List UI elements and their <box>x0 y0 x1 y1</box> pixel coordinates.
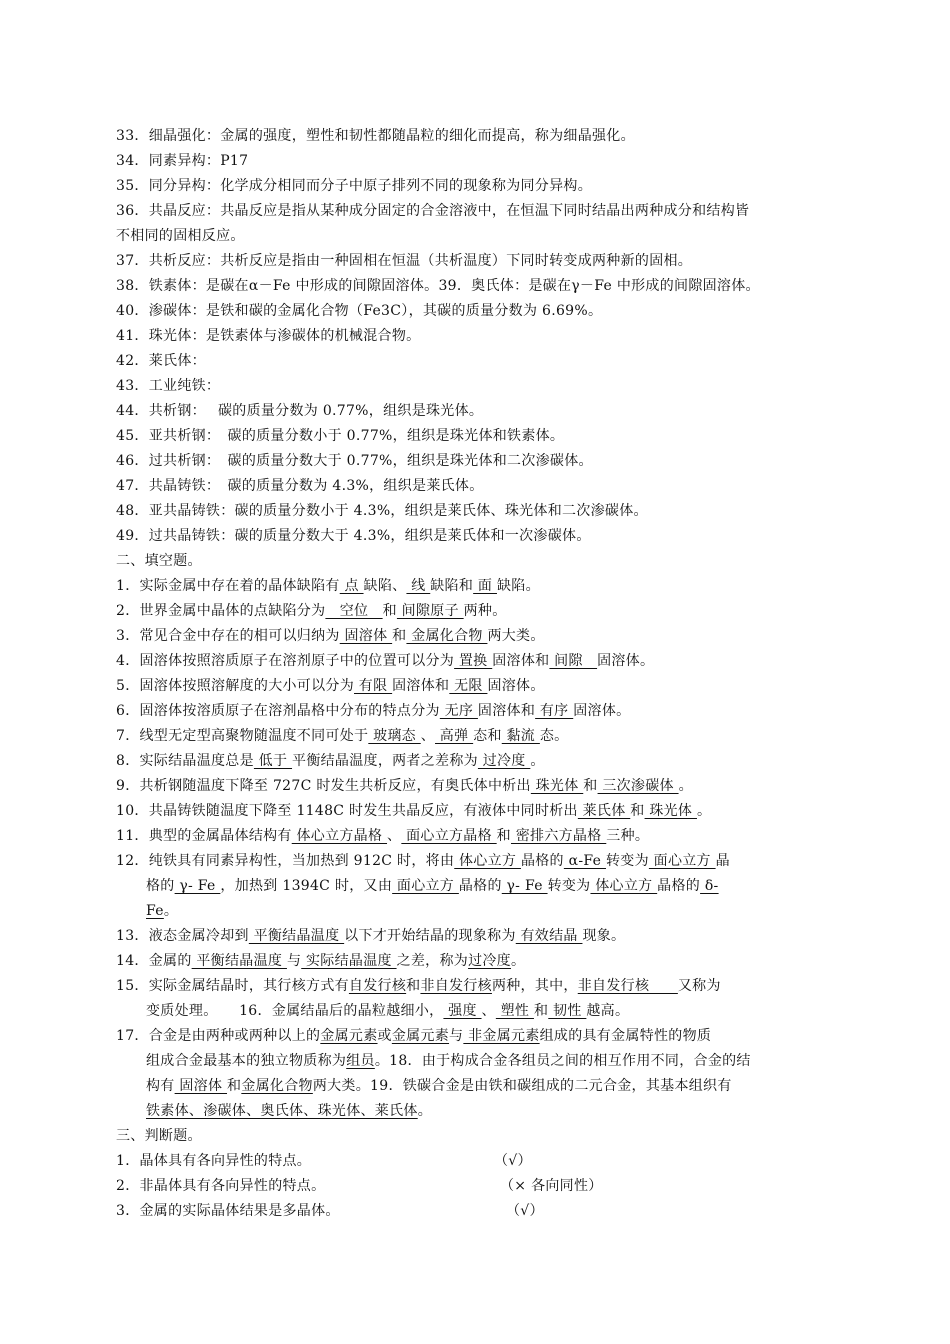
definition-42: 42．莱氏体： <box>116 353 206 369</box>
definition-37: 37．共析反应：共析反应是指由一种固相在恒温（共析温度）下同时转变成两种新的固相。 <box>116 253 693 269</box>
question-text: 2．世界金属中晶体的点缺陷分为 <box>116 603 326 619</box>
filled-blank-answer: 有序 <box>535 703 574 719</box>
filled-blank-answer: 间隙 <box>549 653 598 669</box>
question-text: 越高。 <box>586 1003 630 1019</box>
definition-46: 46．过共析钢： 碳的质量分数大于 0.77%，组织是珠光体和二次渗碳体。 <box>116 453 593 469</box>
filled-blank-answer: 金属元素 <box>320 1028 378 1044</box>
question-text: 或 <box>377 1028 392 1044</box>
fill-question-15 <box>116 977 838 995</box>
question-text: 晶格的 <box>520 853 564 869</box>
fill-question <box>116 827 838 845</box>
question-text: 缺陷。 <box>496 578 540 594</box>
question-text: 。 <box>417 1103 433 1119</box>
definition-45: 45．亚共析钢： 碳的质量分数小于 0.77%，组织是珠光体和铁素体。 <box>116 428 565 444</box>
filled-blank-answer: 有限 <box>354 678 393 694</box>
fill-question-12 <box>116 852 838 870</box>
fill-question-12-cont <box>146 877 838 895</box>
filled-blank-answer: 固溶体 <box>339 628 393 644</box>
filled-blank-answer: 体心立方 <box>454 853 521 869</box>
fill-question-13 <box>116 927 838 945</box>
question-text: 12．纯铁具有同素异构性，当加热到 912C 时，将由 <box>116 853 455 869</box>
question-text: 晶格的 <box>458 878 502 894</box>
question-text: 和 <box>392 628 407 644</box>
question-text: 17．合金是由两种或两种以上的 <box>116 1028 321 1044</box>
question-text: 6．固溶体按溶质原子在溶剂晶格中分布的特点分为 <box>116 703 440 719</box>
fill-question-14 <box>116 952 838 970</box>
question-text: 缺陷、 <box>363 578 407 594</box>
filled-blank-answer: γ- Fe <box>174 878 221 894</box>
judge-question-3 <box>116 1202 838 1220</box>
question-text: 8．实际结晶温度总是 <box>116 753 254 769</box>
question-text: 两大类。19．铁碳合金是由铁和碳组成的二元合金，其基本组织有 <box>312 1078 732 1094</box>
definition-44: 44．共析钢： 碳的质量分数为 0.77%，组织是珠光体。 <box>116 403 484 419</box>
filled-blank-answer: 无序 <box>439 703 478 719</box>
filled-blank-answer: δ- <box>700 878 719 894</box>
filled-blank-answer: 固溶体 <box>174 1078 228 1094</box>
question-text: 晶 <box>715 853 730 869</box>
filled-blank-answer: 非金属元素 <box>463 1028 540 1044</box>
filled-blank-answer: 玻璃态 <box>368 728 421 744</box>
question-text: 固溶体。 <box>573 703 631 719</box>
judge-answer: （× 各向同性） <box>500 1178 603 1194</box>
question-text: 13．液态金属冷却到 <box>116 928 249 944</box>
question-text: 。18．由于构成合金各组员之间的相互作用不同，合金的结 <box>374 1053 751 1069</box>
judge-question-text: 2．非晶体具有各向异性的特点。 <box>116 1178 326 1194</box>
definition-36-cont: 不相同的固相反应。 <box>116 228 245 244</box>
filled-blank-answer: 面心立方 <box>392 878 459 894</box>
question-text: 与 <box>286 953 302 969</box>
question-text: 变质处理。 16．金属结晶后的晶粒越细小， <box>146 1003 444 1019</box>
definition-35: 35．同分异构：化学成分相同而分子中原子排列不同的现象称为同分异构。 <box>116 178 593 194</box>
filled-blank-answer: 非自发行核 <box>420 978 492 994</box>
question-text: 和 <box>496 828 511 844</box>
definition-47: 47．共晶铸铁： 碳的质量分数为 4.3%，组织是莱氏体。 <box>116 478 484 494</box>
question-text: 10．共晶铸铁随温度下降至 1148C 时发生共晶反应，有液体中同时析出 <box>116 803 578 819</box>
question-text: 。 <box>510 953 526 969</box>
fill-question-18-19-cont <box>146 1077 838 1095</box>
question-text: 两大类。 <box>487 628 545 644</box>
filled-blank-answer: 三次渗碳体 <box>597 778 679 794</box>
fill-question <box>116 652 838 670</box>
filled-blank-answer: 过冷度 <box>468 953 511 969</box>
question-text: 缺陷和 <box>430 578 474 594</box>
definition-38-39: 38．铁素体：是碳在α－Fe 中形成的间隙固溶体。39．奥氏体：是碳在γ－Fe 中形成的间隙固溶体。 <box>116 278 760 294</box>
question-text: 。 <box>696 803 712 819</box>
question-text: 现象。 <box>582 928 626 944</box>
judge-question-text: 1．晶体具有各向异性的特点。 <box>116 1153 312 1169</box>
question-text: 以下才开始结晶的现象称为 <box>344 928 516 944</box>
question-text: 1．实际金属中存在着的晶体缺陷有 <box>116 578 340 594</box>
definition-48: 48．亚共晶铸铁：碳的质量分数小于 4.3%，组织是莱氏体、珠光体和二次渗碳体。 <box>116 503 648 519</box>
fill-question <box>116 777 838 795</box>
question-text: 和 <box>382 603 397 619</box>
filled-blank-answer: 平衡结晶温度 <box>248 928 345 944</box>
question-text: 。 <box>678 778 693 794</box>
question-text: 两种，其中， <box>491 978 578 994</box>
question-text: 。 <box>163 903 179 919</box>
fill-question-15-16-cont <box>146 1002 838 1020</box>
fill-question <box>116 602 838 620</box>
definition-40: 40．渗碳体：是铁和碳的金属化合物（Fe3C），其碳的质量分数为 6.69%。 <box>116 303 603 319</box>
definition-33: 33．细晶强化：金属的强度，塑性和韧性都随晶粒的细化而提高，称为细晶强化。 <box>116 128 635 144</box>
question-text: 与 <box>449 1028 464 1044</box>
definition-36: 36．共晶反应：共晶反应是指从某种成分固定的合金溶液中，在恒温下同时结晶出两种成分和结构皆 <box>116 203 750 219</box>
fill-question-17 <box>116 1027 838 1045</box>
filled-blank-answer: 非自发行核 <box>577 978 678 994</box>
question-text: 9．共析钢随温度下降至 727C 时发生共析反应，有奥氏体中析出 <box>116 778 531 794</box>
filled-blank-answer: 铁素体、渗碳体、奥氏体、珠光体、莱氏体 <box>146 1103 418 1119</box>
question-text: 、 <box>387 828 402 844</box>
judge-answer: （√） <box>506 1203 544 1219</box>
filled-blank-answer: 低于 <box>253 753 293 769</box>
question-text: 和 <box>533 1003 549 1019</box>
question-text: 和 <box>630 803 645 819</box>
fill-question-12-cont <box>146 902 838 920</box>
judge-question-1 <box>116 1152 838 1170</box>
judge-question-text: 3．金属的实际晶体结果是多晶体。 <box>116 1203 340 1219</box>
question-text: 固溶体和 <box>392 678 450 694</box>
filled-blank-answer: 空位 <box>325 603 383 619</box>
filled-blank-answer: 过冷度 <box>477 753 531 769</box>
filled-blank-answer: Fe <box>146 903 164 919</box>
fill-question <box>116 577 838 595</box>
filled-blank-answer: 珠光体 <box>530 778 584 794</box>
question-text: 11．典型的金属晶体结构有 <box>116 828 292 844</box>
fill-question-19-cont <box>146 1102 838 1120</box>
question-text: 和 <box>227 1078 242 1094</box>
filled-blank-answer: 强度 <box>443 1003 482 1019</box>
question-text: 固溶体和 <box>477 703 536 719</box>
definition-49: 49．过共晶铸铁：碳的质量分数大于 4.3%，组织是莱氏体和一次渗碳体。 <box>116 528 591 544</box>
filled-blank-answer: 面心立方晶格 <box>401 828 497 844</box>
fill-question <box>116 627 838 645</box>
section-heading-fill-in: 二、填空题。 <box>116 553 202 569</box>
filled-blank-answer: 金属元素 <box>391 1028 450 1044</box>
question-text: 和 <box>406 978 421 994</box>
judge-question-2 <box>116 1177 838 1195</box>
filled-blank-answer: 体心立方 <box>590 878 658 894</box>
question-text: ，加热到 1394C 时，又由 <box>220 878 393 894</box>
question-text: 、 <box>481 1003 496 1019</box>
question-text: 转变为 <box>605 853 649 869</box>
fill-question <box>116 702 838 720</box>
question-text: 晶格的 <box>657 878 701 894</box>
question-text: 组成的具有金属特性的物质 <box>539 1028 712 1044</box>
question-text: 转变为 <box>547 878 591 894</box>
filled-blank-answer: 无限 <box>449 678 488 694</box>
filled-blank-answer: 有效结晶 <box>515 928 583 944</box>
filled-blank-answer: 平衡结晶温度 <box>191 953 287 969</box>
filled-blank-answer: 置换 <box>454 653 493 669</box>
judge-answer: （√） <box>494 1153 532 1169</box>
filled-blank-answer: 面 <box>473 578 497 594</box>
definition-43: 43．工业纯铁： <box>116 378 221 394</box>
question-text: 。 <box>530 753 545 769</box>
filled-blank-answer: 金属化合物 <box>406 628 488 644</box>
question-text: 两种。 <box>463 603 507 619</box>
question-text: 、 <box>420 728 436 744</box>
question-text: 和 <box>583 778 598 794</box>
filled-blank-answer: 莱氏体 <box>577 803 631 819</box>
question-text: 格的 <box>146 878 175 894</box>
question-text: 三种。 <box>606 828 650 844</box>
filled-blank-answer: 间隙原子 <box>396 603 464 619</box>
filled-blank-answer: 实际结晶温度 <box>301 953 397 969</box>
filled-blank-answer: 线 <box>406 578 431 594</box>
definition-41: 41．珠光体：是铁素体与渗碳体的机械混合物。 <box>116 328 421 344</box>
filled-blank-answer: 韧性 <box>548 1003 587 1019</box>
question-text: 平衡结晶温度，两者之差称为 <box>292 753 478 769</box>
question-text: 5．固溶体按照溶解度的大小可以分为 <box>116 678 355 694</box>
question-text: 3．常见合金中存在的相可以归纳为 <box>116 628 340 644</box>
fill-question <box>116 802 838 820</box>
fill-question <box>116 727 838 745</box>
question-text: 组成合金最基本的独立物质称为 <box>146 1053 347 1069</box>
question-text: 态和 <box>473 728 502 744</box>
filled-blank-answer: 高弹 <box>435 728 474 744</box>
filled-blank-answer: γ- Fe <box>501 878 548 894</box>
filled-blank-answer: α-Fe <box>563 853 606 869</box>
filled-blank-answer: 自发行核 <box>348 978 407 994</box>
filled-blank-answer: 点 <box>339 578 364 594</box>
question-text: 态。 <box>539 728 569 744</box>
question-text: 固溶体。 <box>597 653 655 669</box>
question-text: 构有 <box>146 1078 175 1094</box>
filled-blank-answer: 金属化合物 <box>241 1078 313 1094</box>
filled-blank-answer: 黏流 <box>501 728 540 744</box>
fill-question-17-18-cont <box>146 1052 838 1070</box>
question-text: 又称为 <box>677 978 721 994</box>
question-text: 15．实际金属结晶时，其行核方式有 <box>116 978 349 994</box>
filled-blank-answer: 珠光体 <box>644 803 697 819</box>
filled-blank-answer: 体心立方晶格 <box>291 828 388 844</box>
question-text: 7．线型无定型高聚物随温度不同可处于 <box>116 728 369 744</box>
question-text: 4．固溶体按照溶质原子在溶剂原子中的位置可以分为 <box>116 653 455 669</box>
fill-question <box>116 752 838 770</box>
question-text: 固溶体。 <box>487 678 545 694</box>
question-text: 固溶体和 <box>492 653 550 669</box>
fill-question <box>116 677 838 695</box>
filled-blank-answer: 塑性 <box>495 1003 534 1019</box>
filled-blank-answer: 组员 <box>346 1053 375 1069</box>
section-heading-judgement: 三、判断题。 <box>116 1128 202 1144</box>
question-text: 之差，称为 <box>396 953 469 969</box>
definition-34: 34．同素异构：P17 <box>116 153 249 169</box>
question-text: 14．金属的 <box>116 953 192 969</box>
filled-blank-answer: 密排六方晶格 <box>510 828 607 844</box>
filled-blank-answer: 面心立方 <box>648 853 716 869</box>
